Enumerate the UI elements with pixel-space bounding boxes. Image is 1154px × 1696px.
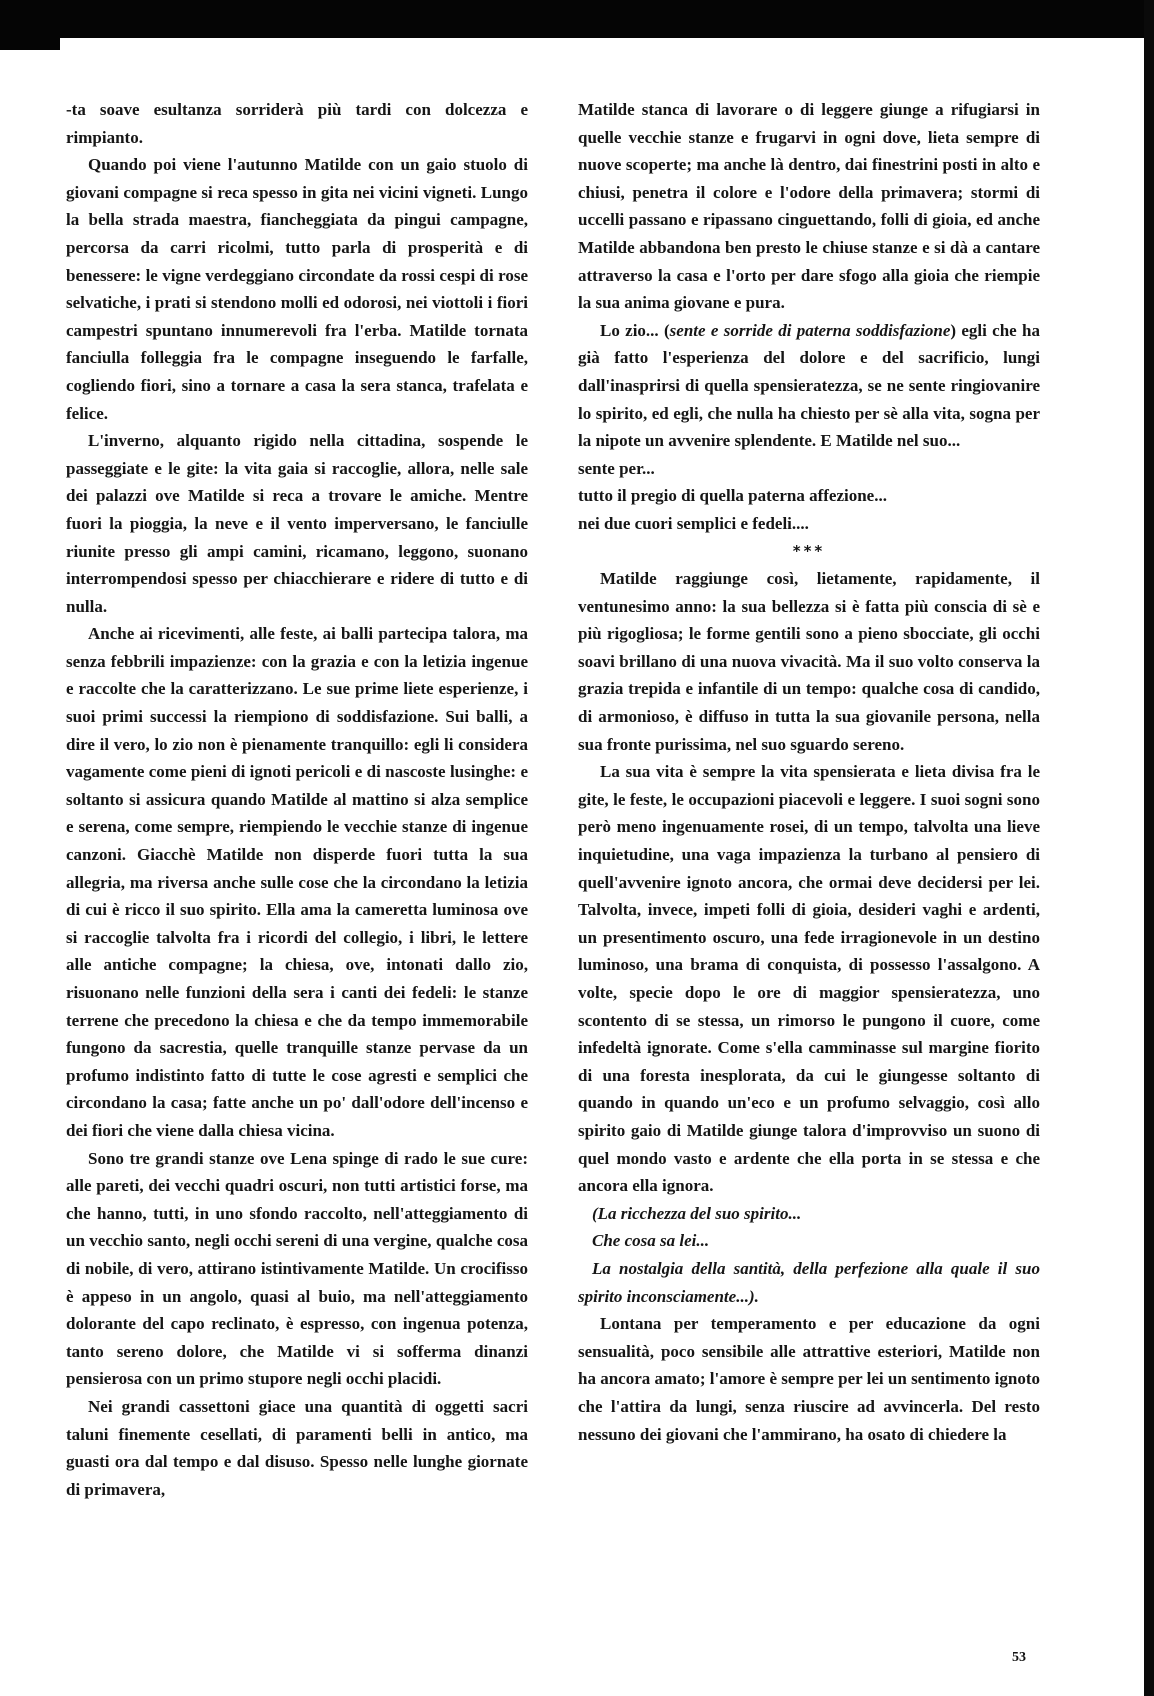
scan-top-border: [0, 0, 1154, 38]
right-column: [578, 96, 1040, 1448]
left-column: [66, 96, 528, 1503]
paragraph: Nei grandi cassettoni giace una quantità di oggetti sacri taluni finemente cesellati, di paramenti belli in antico, ma guasti ora dal tempo e dal disuso. Spesso nelle lunghe giornate di primavera,: [66, 1396, 528, 1499]
paragraph: Quando poi viene l'autunno Matilde con un gaio stuolo di giovani compagne si reca spesso in gita nei vicini vigneti. Lungo la bella strada maestra, fiancheggiata da pingui campagne, percorsa da carri ricolmi, tutto parla di prosperità e di benessere: le vigne verdeggiano circondate da rossi cespi di rose selvatiche, i prati si stendono molli ed odorosi, nei viottoli i fiori campestri spuntano innumerevoli fra l'erba. Matilde tornata fanciulla folleggia fra le compagne inseguendo le farfalle, cogliendo fiori, sino a tornare a casa la sera stanca, trafelata e felice.: [66, 155, 528, 423]
page-number: 53: [1012, 1650, 1026, 1665]
italic-line: (La ricchezza del suo spirito...: [592, 1203, 802, 1223]
paragraph: Anche ai ricevimenti, alle feste, ai balli partecipa talora, ma senza febbrili impazienze: con la grazia e con la letizia ingenue e raccolte che la caratterizzano. Le sue prime liete esperienze, i suoi primi successi la riempiono di soddisfazione. Sui balli, a dire il vero, lo zio non è pienamente tranquillo: egli li considera vagamente come pieni di ignoti pericoli e di nascoste lusinghe: e soltanto si assicura quando Matilde al mattino si alza semplice e serena, come sempre, riempiendo le vecchie stanze di ingenue canzoni. Giacchè Matilde non disperde fuori tutta la sua allegria, ma riversa anche sulle cose che la circondano la letizia di cui è ricco il suo spirito. Ella ama la cameretta luminosa ove si raccoglie talvolta fra i ricordi del collegio, i libri, le lettere alle antiche compagne; la chiesa, ove, intonati dallo zio, risuonano nelle funzioni della sera i canti dei fedeli: le stanze terrene che precedono la chiesa e che da tempo immemorabile fungono da sacrestia, quelle tranquille stanze pervase da un profumo indistinto fatto di tutte le cose agresti e semplici che circondano la casa; fatte anche un po' dall'odore dell'incenso e dei fiori che viene dalla chiesa vicina.: [66, 624, 528, 1140]
paragraph: -ta soave esultanza sorriderà più tardi con dolcezza e rimpianto.: [66, 100, 528, 147]
paragraph: La sua vita è sempre la vita spensierata e lieta divisa fra le gite, le feste, le occupazioni piacevoli e leggere. I suoi sogni sono però meno ingenuamente rosei, di un tempo, talvolta una lieve inquietudine, una vaga impazienza la turbano al pensiero di quell'avvenire ignoto ancora, che ormai deve decidersi per lei. Talvolta, invece, impeti folli di gioia, desideri vaghi e ardenti, un presentimento oscuro, una fede irragionevole in un destino luminoso, una brama di conquista, di possesso l'assalgono. A volte, specie dopo le ore di maggior spensieratezza, uno scontento di se stessa, un rimorso le pungono il cuore, come infedeltà ignorate. Come s'ella camminasse sul margine fiorito di una foresta inesplorata, da cui le giungesse soltanto di quando in quando un'eco e un profumo selvaggio, così allo spirito gaio di Matilde giunge talora d'improvviso un suono di quel mondo vasto e ardente che ella porta in se stessa e che ancora ella ignora.: [578, 762, 1040, 1196]
section-separator: ***: [792, 541, 826, 560]
paragraph: [578, 317, 1040, 455]
paragraph: Matilde raggiunge così, lietamente, rapidamente, il ventunesimo anno: la sua bellezza si è fatta più conscia di sè e più rigogliosa; le forme gentili sono a pieno sbocciate, gli occhi soavi brillano di una nuova vivacità. Ma il suo volto conserva la grazia trepida e infantile di un tempo: qualche cosa di candido, di armonioso, è diffuso in tutta la sua giovanile persona, nella sua fronte purissima, nel suo sguardo sereno.: [578, 569, 1040, 754]
italic-line: Che cosa sa lei...: [592, 1231, 710, 1251]
verse-line: sente per...: [578, 458, 655, 478]
italic-line: La nostalgia della santità, della perfezione alla quale il suo spirito inconsciamente...).: [578, 1258, 1040, 1306]
paragraph-lead: Lo zio... (: [600, 320, 670, 340]
verse-line: nei due cuori semplici e fedeli....: [578, 513, 809, 533]
paragraph: Sono tre grandi stanze ove Lena spinge di rado le sue cure: alle pareti, dei vecchi quadri oscuri, non tutti artistici forse, ma che hanno, tutti, in uno sfondo raccolto, nell'atteggiamento di un vecchio santo, negli occhi sereni di una vergine, qualche cosa di nobile, di vero, attirano istintivamente Matilde. Un crocifisso è appeso in un angolo, quasi al buio, ma nell'atteggiamento dolorante del capo reclinato, è espresso, con ingenua potenza, tanto sereno dolore, che Matilde vi si sofferma dinanzi pensierosa con un primo stupore negli occhi placidi.: [66, 1148, 528, 1389]
stage-direction: sente e sorride di paterna soddisfazione: [669, 320, 951, 340]
verse-line: tutto il pregio di quella paterna affezione...: [578, 486, 887, 506]
paragraph: L'inverno, alquanto rigido nella cittadina, sospende le passeggiate e le gite: la vita gaia si raccoglie, allora, nelle sale dei palazzi ove Matilde si reca a trovare le amiche. Mentre fuori la pioggia, la neve e il vento imperversano, le fanciulle riunite presso gli ampi camini, ricamano, leggono, suonano interrompendosi spesso per chiacchierare e ridere di tutto e di nulla.: [66, 431, 528, 616]
paragraph: Lontana per temperamento e per educazione da ogni sensualità, poco sensibile alle attrattive esteriori, Matilde non ha ancora amato; l'amore è sempre per lei un sentimento ignoto che l'attira da lungi, senza riuscire ad avvincerla. Del resto nessuno dei giovani che l'ammirano, ha osato di chiedere la: [578, 1314, 1040, 1444]
scan-right-border: [1144, 0, 1154, 1696]
paragraph-rest: ) egli che ha già fatto l'esperienza del dolore e del sacrificio, lungi dall'inasprirsi di quella spensieratezza, se ne sente ringiovanire lo spirito, ed egli, che nulla ha chiesto per sè alla vita, sogna per la nipote un avvenire splendente. E Matilde nel suo...: [578, 320, 1040, 451]
paragraph: Matilde stanca di lavorare o di leggere giunge a rifugiarsi in quelle vecchie stanze e frugarvi in ogni dove, lieta sempre di nuove scoperte; ma anche là dentro, dai finestrini posti in alto e chiusi, penetra il colore e l'odore della primavera; stormi di uccelli passano e ripassano cinguettando, folli di gioia, ed anche Matilde abbandona ben presto le chiuse stanze e si dà a cantare attraverso la casa e l'orto per dare sfogo alla gioia che riempie la sua anima giovane e pura.: [578, 100, 1040, 313]
